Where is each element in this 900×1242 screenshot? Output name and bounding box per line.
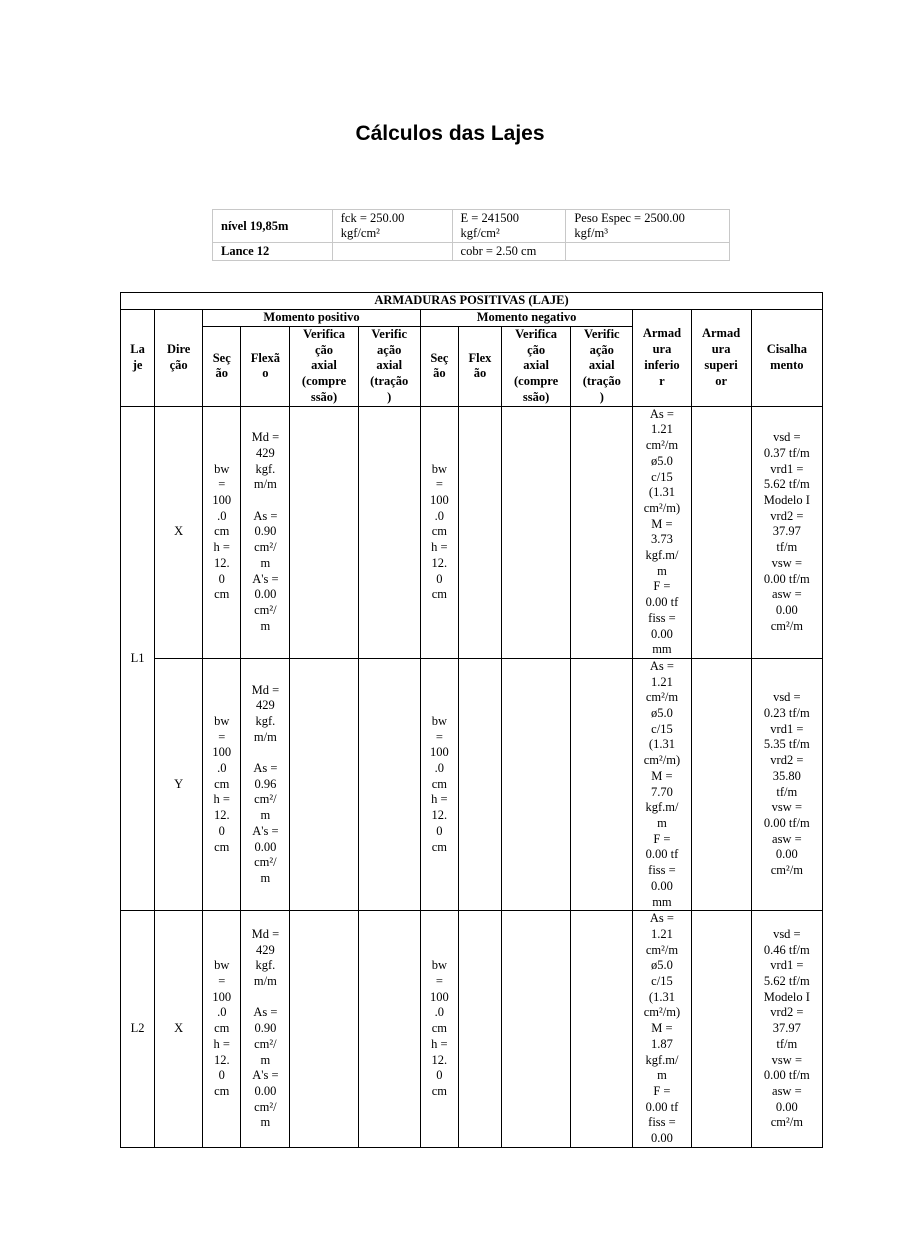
verificacao-tracao-pos-cell <box>358 406 420 658</box>
header-verificacao-tracao-neg: Verific ação axial (tração ) <box>571 326 633 406</box>
e-value: E = 241500 kgf/cm² <box>452 210 566 243</box>
table-row <box>121 658 823 910</box>
header-direcao: Dire ção <box>155 310 203 407</box>
header-verificacao-compressao-neg: Verifica ção axial (compre ssão) <box>502 326 571 406</box>
header-armadura-superior: Armad ura superi or <box>691 310 751 407</box>
table-caption: ARMADURAS POSITIVAS (LAJE) <box>121 293 823 310</box>
verificacao-compressao-neg-cell <box>502 658 571 910</box>
secao-neg-cell: bw = 100 .0 cm h = 12. 0 cm <box>420 658 458 910</box>
verificacao-compressao-pos-cell <box>290 406 358 658</box>
verificacao-tracao-neg-cell <box>571 911 633 1148</box>
verificacao-tracao-pos-cell <box>358 911 420 1148</box>
laje-cell: L1 <box>121 406 155 911</box>
verificacao-compressao-neg-cell <box>502 911 571 1148</box>
armadura-inferior-cell: As = 1.21 cm²/m ø5.0 c/15 (1.31 cm²/m) M = 7.70 kgf.m/ m F = 0.00 tf fiss = 0.00 mm <box>633 658 691 910</box>
armadura-inferior-cell: As = 1.21 cm²/m ø5.0 c/15 (1.31 cm²/m) M = 3.73 kgf.m/ m F = 0.00 tf fiss = 0.00 mm <box>633 406 691 658</box>
direcao-cell: X <box>155 911 203 1148</box>
verificacao-tracao-pos-cell <box>358 658 420 910</box>
level-label: nível 19,85m <box>213 210 333 243</box>
secao-pos-cell: bw = 100 .0 cm h = 12. 0 cm <box>203 406 241 658</box>
header-verificacao-compressao-pos: Verifica ção axial (compre ssão) <box>290 326 358 406</box>
flexao-neg-cell <box>458 406 501 658</box>
flexao-pos-cell: Md = 429 kgf. m/m As = 0.90 cm²/ m A's = 0.00 cm²/ m <box>241 406 290 658</box>
armadura-superior-cell <box>691 406 751 658</box>
table-row <box>121 911 823 1148</box>
flexao-pos-cell: Md = 429 kgf. m/m As = 0.90 cm²/ m A's = 0.00 cm²/ m <box>241 911 290 1148</box>
page-title: Cálculos das Lajes <box>355 122 545 145</box>
empty-cell <box>566 243 730 261</box>
verificacao-compressao-pos-cell <box>290 658 358 910</box>
verificacao-tracao-neg-cell <box>571 658 633 910</box>
verificacao-tracao-neg-cell <box>571 406 633 658</box>
flexao-neg-cell <box>458 658 501 910</box>
header-secao-pos: Seç ão <box>203 326 241 406</box>
verificacao-compressao-neg-cell <box>502 406 571 658</box>
flexao-neg-cell <box>458 911 501 1148</box>
secao-pos-cell: bw = 100 .0 cm h = 12. 0 cm <box>203 911 241 1148</box>
armadura-superior-cell <box>691 658 751 910</box>
parameters-table <box>212 209 730 261</box>
flexao-pos-cell: Md = 429 kgf. m/m As = 0.96 cm²/ m A's = 0.00 cm²/ m <box>241 658 290 910</box>
cisalhamento-cell: vsd = 0.23 tf/m vrd1 = 5.35 tf/m vrd2 = 35.80 tf/m vsw = 0.00 tf/m asw = 0.00 cm²/m <box>751 658 822 910</box>
cisalhamento-cell: vsd = 0.37 tf/m vrd1 = 5.62 tf/m Modelo I vrd2 = 37.97 tf/m vsw = 0.00 tf/m asw = 0.00 cm²/m <box>751 406 822 658</box>
direcao-cell: X <box>155 406 203 658</box>
laje-cell: L2 <box>121 911 155 1148</box>
secao-pos-cell: bw = 100 .0 cm h = 12. 0 cm <box>203 658 241 910</box>
fck-value: fck = 250.00 kgf/cm² <box>332 210 452 243</box>
lance-label: Lance 12 <box>213 243 333 261</box>
table-row <box>121 406 823 658</box>
header-secao-neg: Seç ão <box>420 326 458 406</box>
header-laje: La je <box>121 310 155 407</box>
header-momento-positivo: Momento positivo <box>203 310 421 327</box>
cobr-value: cobr = 2.50 cm <box>452 243 566 261</box>
secao-neg-cell: bw = 100 .0 cm h = 12. 0 cm <box>420 406 458 658</box>
armadura-superior-cell <box>691 911 751 1148</box>
cisalhamento-cell: vsd = 0.46 tf/m vrd1 = 5.62 tf/m Modelo I vrd2 = 37.97 tf/m vsw = 0.00 tf/m asw = 0.00 cm²/m <box>751 911 822 1148</box>
empty-cell <box>332 243 452 261</box>
secao-neg-cell: bw = 100 .0 cm h = 12. 0 cm <box>420 911 458 1148</box>
header-cisalhamento: Cisalha mento <box>751 310 822 407</box>
direcao-cell: Y <box>155 658 203 910</box>
header-flexao-neg: Flex ão <box>458 326 501 406</box>
header-momento-negativo: Momento negativo <box>420 310 633 327</box>
header-flexao-pos: Flexã o <box>241 326 290 406</box>
slab-reinforcement-table <box>120 292 823 1148</box>
header-armadura-inferior: Armad ura inferio r <box>633 310 691 407</box>
peso-especifico-value: Peso Espec = 2500.00 kgf/m³ <box>566 210 730 243</box>
verificacao-compressao-pos-cell <box>290 911 358 1148</box>
header-verificacao-tracao-pos: Verific ação axial (tração ) <box>358 326 420 406</box>
armadura-inferior-cell: As = 1.21 cm²/m ø5.0 c/15 (1.31 cm²/m) M = 1.87 kgf.m/ m F = 0.00 tf fiss = 0.00 <box>633 911 691 1148</box>
